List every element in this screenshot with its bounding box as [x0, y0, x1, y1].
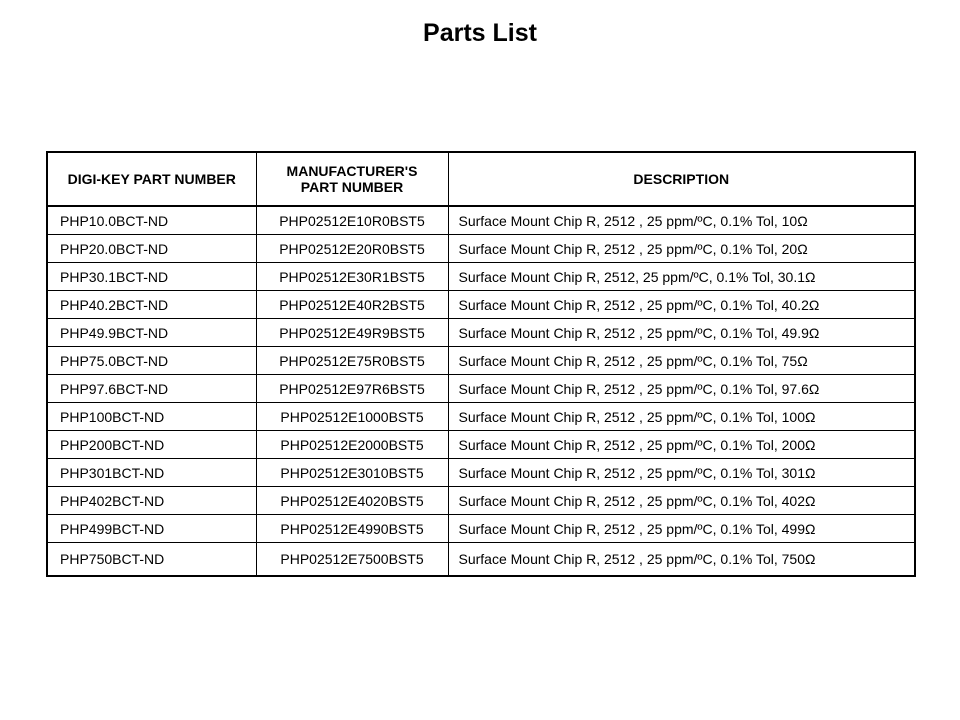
- digikey-part-cell: PHP750BCT-ND: [47, 543, 256, 577]
- digikey-part-cell: PHP301BCT-ND: [47, 459, 256, 487]
- table-row: [47, 487, 915, 515]
- description-cell: Surface Mount Chip R, 2512 , 25 ppm/ºC, 0.1% Tol, 100Ω: [448, 403, 915, 431]
- digikey-part-cell: PHP100BCT-ND: [47, 403, 256, 431]
- mfr-part-cell: PHP02512E97R6BST5: [256, 375, 448, 403]
- table-row: [47, 431, 915, 459]
- mfr-part-cell: PHP02512E40R2BST5: [256, 291, 448, 319]
- digikey-part-cell: PHP402BCT-ND: [47, 487, 256, 515]
- table-row: [47, 347, 915, 375]
- description-cell: Surface Mount Chip R, 2512 , 25 ppm/ºC, 0.1% Tol, 750Ω: [448, 543, 915, 577]
- header-digikey-part-number: [47, 152, 256, 206]
- digikey-part-cell: PHP49.9BCT-ND: [47, 319, 256, 347]
- description-cell: Surface Mount Chip R, 2512 , 25 ppm/ºC, 0.1% Tol, 40.2Ω: [448, 291, 915, 319]
- digikey-part-cell: PHP97.6BCT-ND: [47, 375, 256, 403]
- table-body: [47, 206, 915, 576]
- description-cell: Surface Mount Chip R, 2512 , 25 ppm/ºC, 0.1% Tol, 75Ω: [448, 347, 915, 375]
- table-row: [47, 319, 915, 347]
- mfr-part-cell: PHP02512E2000BST5: [256, 431, 448, 459]
- mfr-part-cell: PHP02512E20R0BST5: [256, 235, 448, 263]
- description-cell: Surface Mount Chip R, 2512 , 25 ppm/ºC, 0.1% Tol, 49.9Ω: [448, 319, 915, 347]
- digikey-part-cell: PHP499BCT-ND: [47, 515, 256, 543]
- table-row: [47, 403, 915, 431]
- table-row: [47, 459, 915, 487]
- mfr-part-cell: PHP02512E3010BST5: [256, 459, 448, 487]
- header-mfr-label-line1: MANUFACTURER'S: [286, 163, 418, 179]
- digikey-part-cell: PHP30.1BCT-ND: [47, 263, 256, 291]
- table-row: [47, 375, 915, 403]
- description-cell: Surface Mount Chip R, 2512 , 25 ppm/ºC, 0.1% Tol, 402Ω: [448, 487, 915, 515]
- description-cell: Surface Mount Chip R, 2512 , 25 ppm/ºC, 0.1% Tol, 301Ω: [448, 459, 915, 487]
- mfr-part-cell: PHP02512E7500BST5: [256, 543, 448, 577]
- mfr-part-cell: PHP02512E75R0BST5: [256, 347, 448, 375]
- table-row: [47, 206, 915, 235]
- parts-table: [46, 151, 916, 577]
- mfr-part-cell: PHP02512E4990BST5: [256, 515, 448, 543]
- digikey-part-cell: PHP75.0BCT-ND: [47, 347, 256, 375]
- digikey-part-cell: PHP200BCT-ND: [47, 431, 256, 459]
- table-row: [47, 543, 915, 577]
- description-cell: Surface Mount Chip R, 2512 , 25 ppm/ºC, 0.1% Tol, 499Ω: [448, 515, 915, 543]
- table-row: [47, 291, 915, 319]
- table-row: [47, 515, 915, 543]
- description-cell: Surface Mount Chip R, 2512, 25 ppm/ºC, 0.1% Tol, 30.1Ω: [448, 263, 915, 291]
- digikey-part-cell: PHP20.0BCT-ND: [47, 235, 256, 263]
- table-header: [47, 152, 915, 206]
- header-description: [448, 152, 915, 206]
- header-description-label: DESCRIPTION: [633, 171, 730, 187]
- mfr-part-cell: PHP02512E30R1BST5: [256, 263, 448, 291]
- header-digikey-label: DIGI-KEY PART NUMBER: [67, 171, 236, 187]
- digikey-part-cell: PHP10.0BCT-ND: [47, 206, 256, 235]
- mfr-part-cell: PHP02512E1000BST5: [256, 403, 448, 431]
- digikey-part-cell: PHP40.2BCT-ND: [47, 291, 256, 319]
- header-manufacturer-part-number: [256, 152, 448, 206]
- description-cell: Surface Mount Chip R, 2512 , 25 ppm/ºC, 0.1% Tol, 20Ω: [448, 235, 915, 263]
- description-cell: Surface Mount Chip R, 2512 , 25 ppm/ºC, 0.1% Tol, 200Ω: [448, 431, 915, 459]
- page-title: Parts List: [423, 19, 537, 47]
- mfr-part-cell: PHP02512E49R9BST5: [256, 319, 448, 347]
- mfr-part-cell: PHP02512E10R0BST5: [256, 206, 448, 235]
- table-row: [47, 235, 915, 263]
- description-cell: Surface Mount Chip R, 2512 , 25 ppm/ºC, 0.1% Tol, 97.6Ω: [448, 375, 915, 403]
- description-cell: Surface Mount Chip R, 2512 , 25 ppm/ºC, 0.1% Tol, 10Ω: [448, 206, 915, 235]
- mfr-part-cell: PHP02512E4020BST5: [256, 487, 448, 515]
- table-row: [47, 263, 915, 291]
- header-mfr-label-line2: PART NUMBER: [300, 179, 404, 195]
- header-row: [47, 152, 915, 206]
